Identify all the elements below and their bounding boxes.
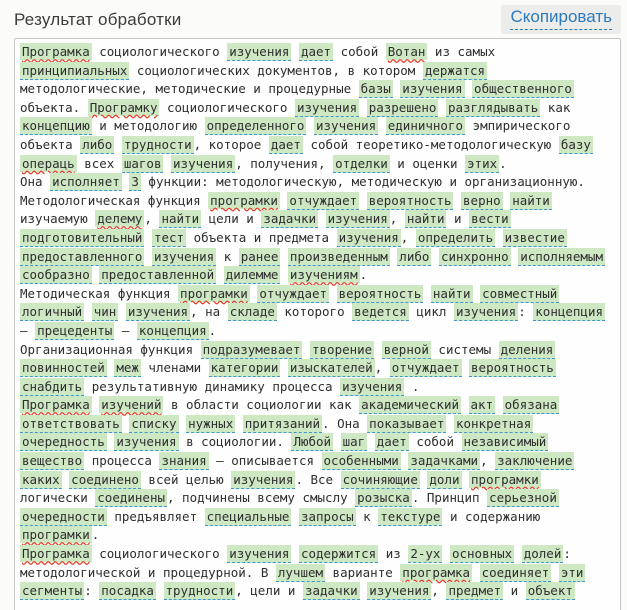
text-segment: . [499,155,507,171]
text-segment [163,156,171,171]
highlighted-word[interactable]: ранее [240,248,279,264]
highlighted-word[interactable]: изучения [173,155,234,171]
highlighted-word[interactable]: творение [312,341,373,357]
text-segment [291,546,299,561]
text-segment [216,267,224,282]
highlighted-word[interactable]: объект [527,583,573,599]
highlighted-word[interactable]: определенного [206,118,305,134]
text-segment [280,249,288,264]
highlighted-word[interactable]: соединено [71,471,139,487]
text-line [20,136,615,155]
highlighted-word[interactable]: нужных [188,415,234,431]
misspelled-word[interactable]: Вотан [387,44,426,59]
highlighted-word[interactable]: произведенным [289,248,388,264]
highlighted-word[interactable]: 2-ух [410,546,441,562]
text-segment [495,230,503,245]
text-segment: к [355,508,379,524]
highlighted-word[interactable]: чин [93,304,117,320]
highlighted-word[interactable]: каких [22,471,60,487]
text-segment: всей целью [140,471,232,487]
text-line [20,210,615,229]
highlighted-word[interactable]: сообразно [22,267,90,283]
text-line [20,508,615,527]
highlighted-word[interactable]: знания [161,453,207,469]
highlighted-word[interactable]: известие [504,229,565,245]
text-line [20,359,615,378]
text-segment: социологического [159,99,295,115]
highlighted-word[interactable]: отделки [335,155,388,171]
highlighted-word[interactable]: изучения [338,229,399,245]
highlighted-word[interactable]: ответствовать [22,415,120,431]
highlighted-word[interactable]: предоставленной [101,267,215,283]
highlighted-word[interactable]: найти [161,211,200,227]
highlighted-word[interactable]: 3 [131,174,139,190]
highlighted-word[interactable]: шагов [123,155,162,171]
highlighted-word[interactable]: задачки [304,583,358,599]
copy-button-label: Скопировать [510,7,612,30]
text-segment: методологические, методические и процедурные [20,81,359,97]
text-segment: – [20,322,36,338]
highlighted-word[interactable]: дает [300,44,332,59]
highlighted-word[interactable]: сегменты [22,583,83,599]
text-segment: и [446,211,470,227]
highlighted-word[interactable]: исполняемым [520,248,603,264]
misspelled-word[interactable]: операць [22,155,75,171]
text-segment: собой [333,44,386,59]
highlighted-word[interactable]: базу [560,136,591,152]
text-line [20,415,615,434]
text-segment: . Она [322,415,368,431]
highlighted-word[interactable]: подразумевает [202,341,301,357]
highlighted-word[interactable]: отчуждает [289,192,358,208]
highlighted-word[interactable]: Любой [293,434,332,450]
text-segment: , подчинены всему смыслу [167,490,356,506]
highlighted-word[interactable]: меж [116,360,139,376]
highlighted-word[interactable]: изучения [327,211,388,227]
text-segment [156,583,164,598]
text-segment: , [400,229,416,245]
highlighted-word[interactable]: изыскателей [289,360,373,376]
text-segment: Методическая функция [20,285,179,301]
highlighted-word[interactable]: трудности [165,583,234,599]
highlighted-word[interactable]: текстуре [380,508,441,524]
highlighted-word[interactable]: предмет [448,583,502,599]
highlighted-word[interactable]: конкретная [455,415,532,431]
text-segment: социологических документов, в котором [129,62,423,78]
text-segment [84,304,92,319]
highlighted-word[interactable]: изучения [342,378,403,394]
text-segment: Организационная функция [20,341,201,357]
text-segment [329,286,337,301]
highlighted-word[interactable]: посадка [101,583,154,599]
highlighted-word[interactable]: исполняет [52,174,120,190]
highlighted-word[interactable]: серьезной [489,490,557,506]
highlighted-word[interactable]: изучения [127,304,189,320]
text-segment: как [540,99,571,115]
text-segment: которого [276,304,353,320]
text-segment [306,118,314,133]
highlighted-word[interactable]: изучения [233,471,294,487]
highlighted-word[interactable]: категории [210,360,279,376]
highlighted-word[interactable]: дает [270,136,301,152]
highlighted-word[interactable]: очередность [22,434,105,450]
highlighted-word[interactable]: предоставленного [22,248,143,264]
highlighted-word[interactable]: подготовительный [22,229,143,245]
text-segment [453,193,461,208]
text-segment [302,342,310,357]
highlighted-word[interactable]: изучения [153,248,215,264]
highlighted-word[interactable]: изучения [316,118,377,134]
text-line [20,526,615,545]
text-segment [280,360,288,375]
highlighted-word[interactable]: задачки [263,211,317,227]
highlighted-word[interactable]: акт [470,397,494,413]
text-segment [374,342,382,357]
highlighted-word[interactable]: концепция [535,304,603,320]
text-segment: цикл [408,304,454,320]
text-segment: – [114,322,137,338]
text-segment: , [374,360,390,376]
highlighted-word[interactable]: верно [463,192,501,208]
text-line [20,489,615,508]
highlighted-word[interactable]: доли [429,471,460,487]
highlighted-word[interactable]: соединяет [481,564,550,580]
highlighted-word[interactable]: запросы [300,508,354,524]
highlighted-word[interactable]: ведется [354,304,407,320]
highlighted-word[interactable]: дилемме [225,267,279,283]
misspelled-word[interactable]: програмки [22,527,90,543]
text-segment [318,211,326,226]
highlighted-word[interactable]: верной [383,341,429,357]
text-segment: к [216,248,239,264]
text-segment: в области социологии как [163,397,360,413]
text-line [20,433,615,452]
text-segment: . [359,267,368,283]
highlighted-word[interactable]: держатся [424,62,486,78]
text-segment [114,137,122,152]
text-line [20,303,615,322]
text-segment: и содержанию [442,508,541,524]
highlighted-word[interactable]: изучения [229,44,290,59]
misspelled-word[interactable]: Програмка [22,44,90,59]
highlighted-word[interactable]: эти [560,564,584,580]
highlighted-word[interactable]: списку [131,415,177,431]
text-segment: цели и [201,211,262,227]
highlighted-word[interactable]: складе [229,304,275,320]
highlighted-word[interactable]: разглядывать [447,99,539,115]
highlighted-word[interactable]: тест [153,229,185,245]
text-segment: Методологическая функция [20,192,209,208]
text-segment: эмпирического [465,118,571,134]
highlighted-word[interactable]: концепция [138,322,207,338]
text-line [20,173,615,192]
text-segment: , получения, [235,155,334,171]
highlighted-word[interactable]: специальные [206,508,290,524]
highlighted-word[interactable]: определить [417,229,494,245]
highlighted-word[interactable]: основных [451,546,513,562]
text-line [20,341,615,360]
text-segment: , [389,211,405,227]
text-segment: . [404,378,420,394]
text-segment: из самых [427,44,496,59]
highlighted-word[interactable]: логичный [22,304,83,320]
text-segment [291,44,299,59]
text-segment [431,249,439,264]
highlighted-word[interactable]: снабдить [22,378,83,394]
text-segment [179,416,187,431]
text-segment: Она [20,174,51,190]
text-line [20,229,615,248]
text-line [20,322,615,341]
misspelled-word[interactable]: програмки [210,192,278,208]
highlighted-word[interactable]: синхронно [440,248,509,264]
highlighted-word[interactable]: найти [512,192,550,208]
text-line [20,266,615,285]
highlighted-word[interactable]: разрешено [368,99,437,115]
text-segment [359,193,367,208]
text-line [20,43,615,62]
highlighted-word[interactable]: изучения [116,434,177,450]
text-segment: собой [408,434,462,450]
text-segment: . Принцип [411,490,488,506]
highlighted-word[interactable]: трудности [123,136,192,152]
highlighted-word[interactable]: общественного [474,81,572,97]
text-segment: в социологии. [178,434,292,450]
text-segment [446,416,454,431]
text-segment [495,397,503,412]
highlighted-word[interactable]: долей [523,546,562,562]
highlighted-word[interactable]: отчуждает [391,360,460,376]
text-line [20,396,615,415]
result-text-area[interactable] [14,38,621,610]
highlighted-word[interactable]: отчуждает [259,285,328,301]
text-segment: , которое [193,136,269,152]
text-segment: методологической и процедурной. В [20,564,276,580]
text-segment: : [518,304,534,320]
highlighted-word[interactable]: единичного [387,118,464,134]
highlighted-word[interactable]: сочиняющие [342,471,418,487]
header-bar [0,0,627,38]
text-segment [551,565,559,580]
text-segment: объекта. [20,99,88,115]
misspelled-word[interactable]: Програмка [22,397,90,413]
highlighted-word[interactable]: обязана [504,397,558,413]
highlighted-word[interactable]: деления [500,341,554,357]
highlighted-word[interactable]: задачками [410,453,479,469]
text-segment [280,267,288,282]
text-segment [291,509,299,524]
highlighted-word[interactable]: либо [399,248,430,264]
misspelled-word[interactable]: делему [97,211,143,227]
text-segment [438,100,446,115]
text-segment: членами [140,360,209,376]
misspelled-word[interactable]: Програмка [22,546,90,562]
highlighted-word[interactable]: вероятность [368,192,452,208]
text-segment: собой теоретико-методологическую [302,136,559,152]
text-segment: социологического [91,546,228,562]
text-segment: . [91,527,100,543]
highlighted-word[interactable]: соединены [97,490,165,506]
text-segment: логически [20,490,96,506]
text-segment [472,565,480,580]
text-line [20,564,615,583]
text-line [20,99,615,118]
text-segment: варианте [325,564,401,580]
text-segment: изучаемую [20,211,96,227]
highlighted-word[interactable]: вести [471,211,509,227]
text-segment: системы [430,341,499,357]
text-line [20,582,615,601]
highlighted-word[interactable]: этих [467,155,498,171]
highlighted-word[interactable]: содержится [300,546,377,562]
text-segment [359,100,367,115]
text-segment [514,546,522,561]
text-segment [423,286,431,301]
misspelled-word[interactable]: изучениям [289,267,358,283]
text-segment [333,434,341,449]
highlighted-word[interactable]: особенными [323,453,399,469]
highlighted-word[interactable]: изучения [296,99,358,115]
misspelled-word[interactable]: Програмку [89,99,158,115]
text-line [20,248,615,267]
text-segment: . Все [295,471,341,487]
highlighted-word[interactable]: прецеденты [37,322,113,338]
misspelled-word[interactable]: изучений [101,397,162,413]
text-segment: функции: методологическую, методическую и организационную. [140,174,585,190]
text-segment: : [563,546,571,562]
highlighted-word[interactable]: притязаний [244,415,321,431]
highlighted-word[interactable]: розыска [357,490,410,506]
text-segment: и оценки [389,155,466,171]
text-line [20,80,615,99]
page-title: Результат обработки [14,10,182,29]
text-line [20,192,615,211]
text-segment: , цели и [235,583,303,599]
text-segment: объекта и предмета [186,229,337,245]
text-segment [367,434,375,449]
text-segment [235,416,243,431]
text-segment: и методологию [91,118,205,134]
text-segment: . [208,322,217,338]
text-segment [461,397,469,412]
text-segment: , на [190,304,228,320]
text-segment [378,118,386,133]
text-segment [462,360,470,375]
highlighted-word[interactable]: вероятность [471,360,554,376]
highlighted-word[interactable]: заключение [497,453,573,469]
highlighted-word[interactable]: вещество [22,453,83,469]
highlighted-word[interactable]: базы [360,81,391,97]
highlighted-word[interactable]: изучения [455,304,517,320]
highlighted-word[interactable]: независимый [463,434,547,450]
text-segment: предъявляет [106,508,205,524]
text-segment [118,304,126,319]
text-segment: , [431,583,447,599]
text-segment: социологического [91,44,228,59]
text-segment [473,286,481,301]
highlighted-word[interactable]: вероятность [338,285,422,301]
highlighted-word[interactable]: концепцию [22,118,90,134]
text-segment: всех [76,155,122,171]
text-segment: результативную динамику процесса [84,378,341,394]
text-segment: , [480,453,496,469]
highlighted-word[interactable]: изучения [229,546,290,562]
highlighted-word[interactable]: совместный [482,285,558,301]
highlighted-word[interactable]: показывает [369,415,445,431]
highlighted-word[interactable]: принципиальных [22,62,128,78]
copy-button[interactable] [501,5,621,34]
text-segment: – описывается [208,453,322,469]
highlighted-word[interactable]: шаг [342,434,366,450]
text-segment [144,249,152,264]
text-line [20,378,615,397]
text-line [20,545,615,564]
text-segment: процесса [84,453,160,469]
highlighted-word[interactable]: изучения [369,583,430,599]
highlighted-word[interactable]: изучения [402,81,463,97]
text-segment: из [378,546,409,562]
highlighted-word[interactable]: дает [376,434,407,450]
text-line [20,155,615,174]
text-segment: , [144,211,160,227]
text-segment: объекта [20,136,81,152]
text-line [20,452,615,471]
misspelled-word[interactable]: програмка [402,564,471,580]
highlighted-word[interactable]: повинностей [22,360,105,376]
highlighted-word[interactable]: академический [361,397,459,413]
text-segment: : [84,583,100,599]
text-segment [442,546,450,561]
text-segment [465,81,473,96]
highlighted-word[interactable]: очередности [22,508,105,524]
highlighted-word[interactable]: найти [432,285,471,301]
highlighted-word[interactable]: лучшем [277,564,324,580]
text-line [20,62,615,81]
text-line [20,117,615,136]
text-line [20,471,615,490]
misspelled-word[interactable]: програмки [180,285,248,301]
text-segment: и [503,583,526,599]
misspelled-word[interactable]: програмки [471,471,539,487]
text-segment [144,230,152,245]
text-line [20,285,615,304]
text-segment [462,472,470,487]
highlighted-word[interactable]: либо [82,136,113,152]
highlighted-word[interactable]: найти [406,211,445,227]
